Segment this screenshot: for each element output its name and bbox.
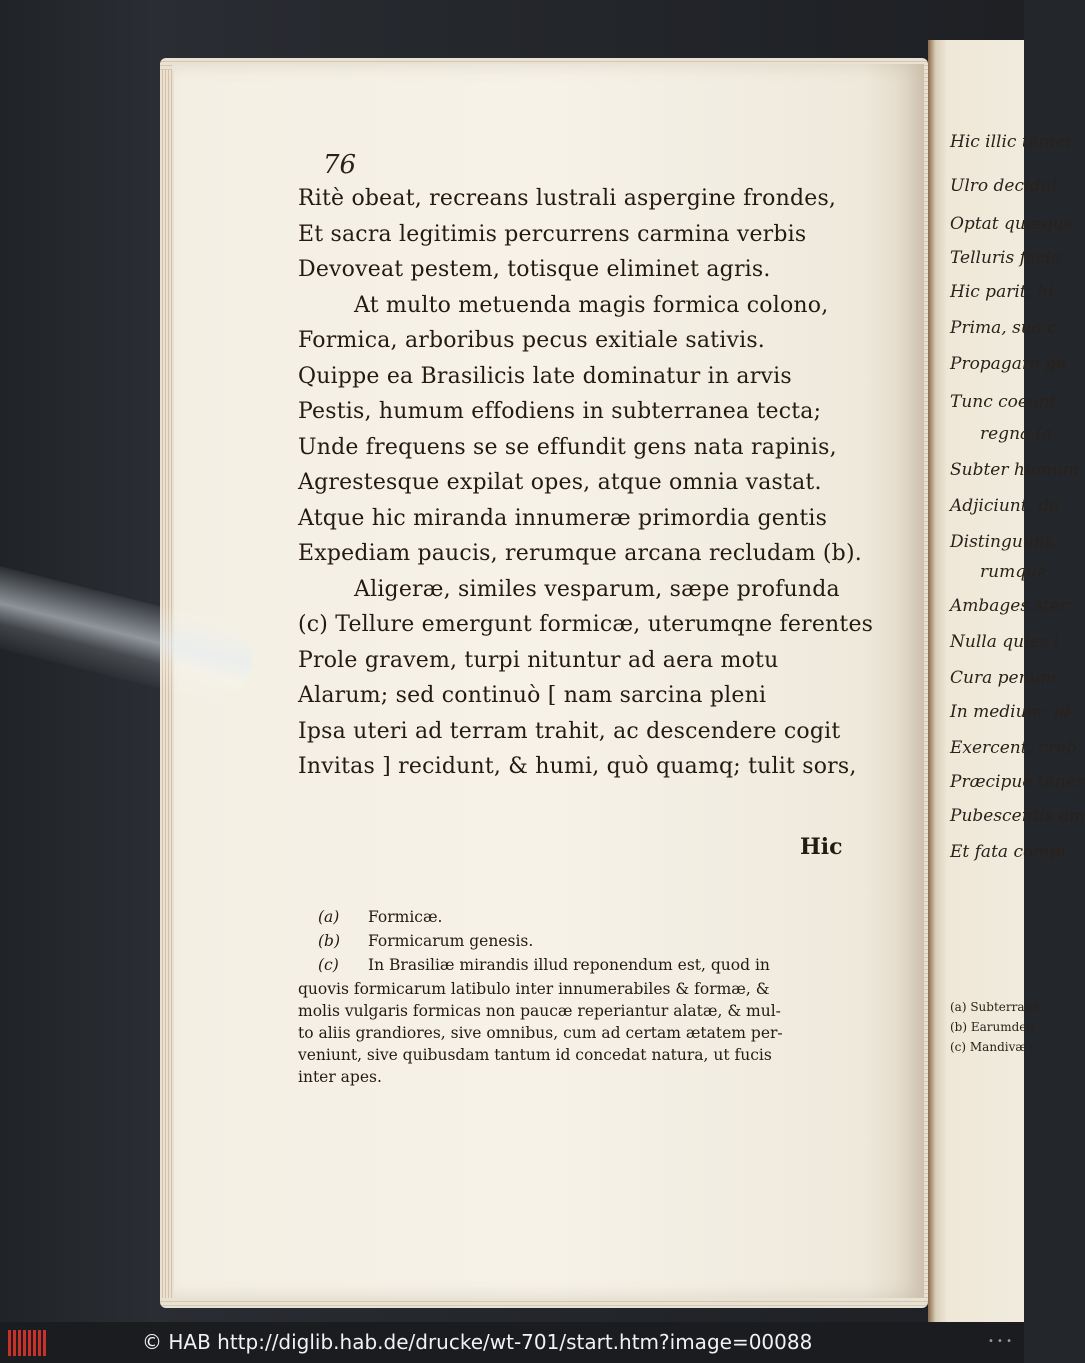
right-page-line: In medium: id <box>950 702 1071 722</box>
right-page-footnote: (b) Earumden <box>950 1020 1035 1034</box>
footnote-c-line: quovis formicarum latibulo inter innumerabiles & formæ, & <box>298 980 770 998</box>
right-page-line: Subter humum <box>950 460 1079 480</box>
right-page-line: Hic parit, hi <box>950 282 1054 302</box>
footer-copyright-link[interactable]: © HAB http://diglib.hab.de/drucke/wt-701/start.htm?image=00088 <box>142 1330 813 1354</box>
footnote-b-label: (b) <box>318 932 341 950</box>
verse-line: At multo metuenda magis formica colono, <box>354 292 829 318</box>
right-page-line: Pubescentis am <box>950 806 1085 826</box>
verse-line: Invitas ] recidunt, & humi, quò quamq; tulit sors, <box>298 754 857 779</box>
right-page-line: rumque <box>980 562 1048 582</box>
right-page-line: Prima, suo c <box>950 318 1057 338</box>
right-page-footnote: (a) Subterrane <box>950 1000 1040 1014</box>
right-page-line: Propagare ge <box>950 354 1067 374</box>
verse-line: Expediam paucis, rerumque arcana recludam (b). <box>298 541 862 566</box>
footnote-c-label: (c) <box>318 956 339 974</box>
right-page-line: Ambages ster <box>950 596 1069 616</box>
right-page-line: Adjiciunt, do <box>950 496 1060 516</box>
verse-line: Formica, arboribus pecus exitiale sativis. <box>298 328 766 353</box>
footnote-c-line: veniunt, sive quibusdam tantum id concedat natura, ut fucis <box>298 1046 772 1064</box>
verse-line: Unde frequens se se effundit gens nata rapinis, <box>298 434 837 460</box>
right-page-line: regna (a <box>980 424 1053 444</box>
right-page-line: Et fata compi <box>950 842 1066 862</box>
footnote-c-text: In Brasiliæ mirandis illud reponendum est, quod in <box>368 956 770 974</box>
verse-line: Agrestesque expilat opes, atque omnia vastat. <box>298 470 822 495</box>
catchword: Hic <box>800 834 843 860</box>
verse-line: Alarum; sed continuò [ nam sarcina pleni <box>298 683 767 708</box>
right-page-footnote: (c) Mandivæ c <box>950 1040 1038 1054</box>
verse-line: Quippe ea Brasilicis late dominatur in arvis <box>298 363 792 389</box>
verse-line: Atque hic miranda innumeræ primordia gentis <box>298 505 828 531</box>
page-number: 76 <box>323 150 357 180</box>
footnote-c-line: molis vulgaris formicas non paucæ reperiantur alatæ, & mul- <box>298 1002 781 1020</box>
right-page-line: Tunc coeunt <box>950 392 1057 412</box>
right-page-line: Cura penum <box>950 668 1057 688</box>
footnote-a-text: Formicæ. <box>368 908 443 926</box>
footnote-c-line: to aliis grandiores, sive omnibus, cum ad certam ætatem per- <box>298 1024 783 1042</box>
hab-logo-icon <box>8 1330 46 1356</box>
verse-line: Pestis, humum effodiens in subterranea tecta; <box>298 399 822 424</box>
right-page-line: Nulla quies i <box>950 632 1060 652</box>
verse-line: Aligeræ, similes vesparum, sæpe profunda <box>354 576 840 602</box>
verse-line: Ipsa uteri ad terram trahit, ac descendere cogit <box>298 718 841 744</box>
verse-line: (c) Tellure emergunt formicæ, uterumqne ferentes <box>298 612 874 637</box>
right-page-line: Præcipuè tener <box>950 772 1084 792</box>
right-page-line: Exercent, creb <box>950 738 1077 758</box>
left-page <box>172 64 924 1298</box>
right-page-line: Distinguunt, <box>950 532 1057 552</box>
right-page-line: Telluris facie <box>950 248 1062 268</box>
footnote-a-label: (a) <box>318 908 340 926</box>
right-page <box>928 40 1085 1322</box>
footnote-b-text: Formicarum genesis. <box>368 932 534 950</box>
right-page-line: Ulro decidui <box>950 176 1057 196</box>
right-page-line: Hic illic temer <box>950 132 1074 152</box>
footnote-c-line: inter apes. <box>298 1068 382 1086</box>
footer-bar <box>0 1322 1024 1363</box>
verse-line: Et sacra legitimis percurrens carmina verbis <box>298 221 807 247</box>
verse-line: Devoveat pestem, totisque eliminet agris. <box>298 257 771 282</box>
verse-line: Prole gravem, turpi nituntur ad aera motu <box>298 647 779 673</box>
footer-dots: • • • <box>987 1336 1012 1347</box>
right-page-line: Optat quæque <box>950 214 1074 234</box>
verse-line: Ritè obeat, recreans lustrali aspergine frondes, <box>298 186 837 211</box>
